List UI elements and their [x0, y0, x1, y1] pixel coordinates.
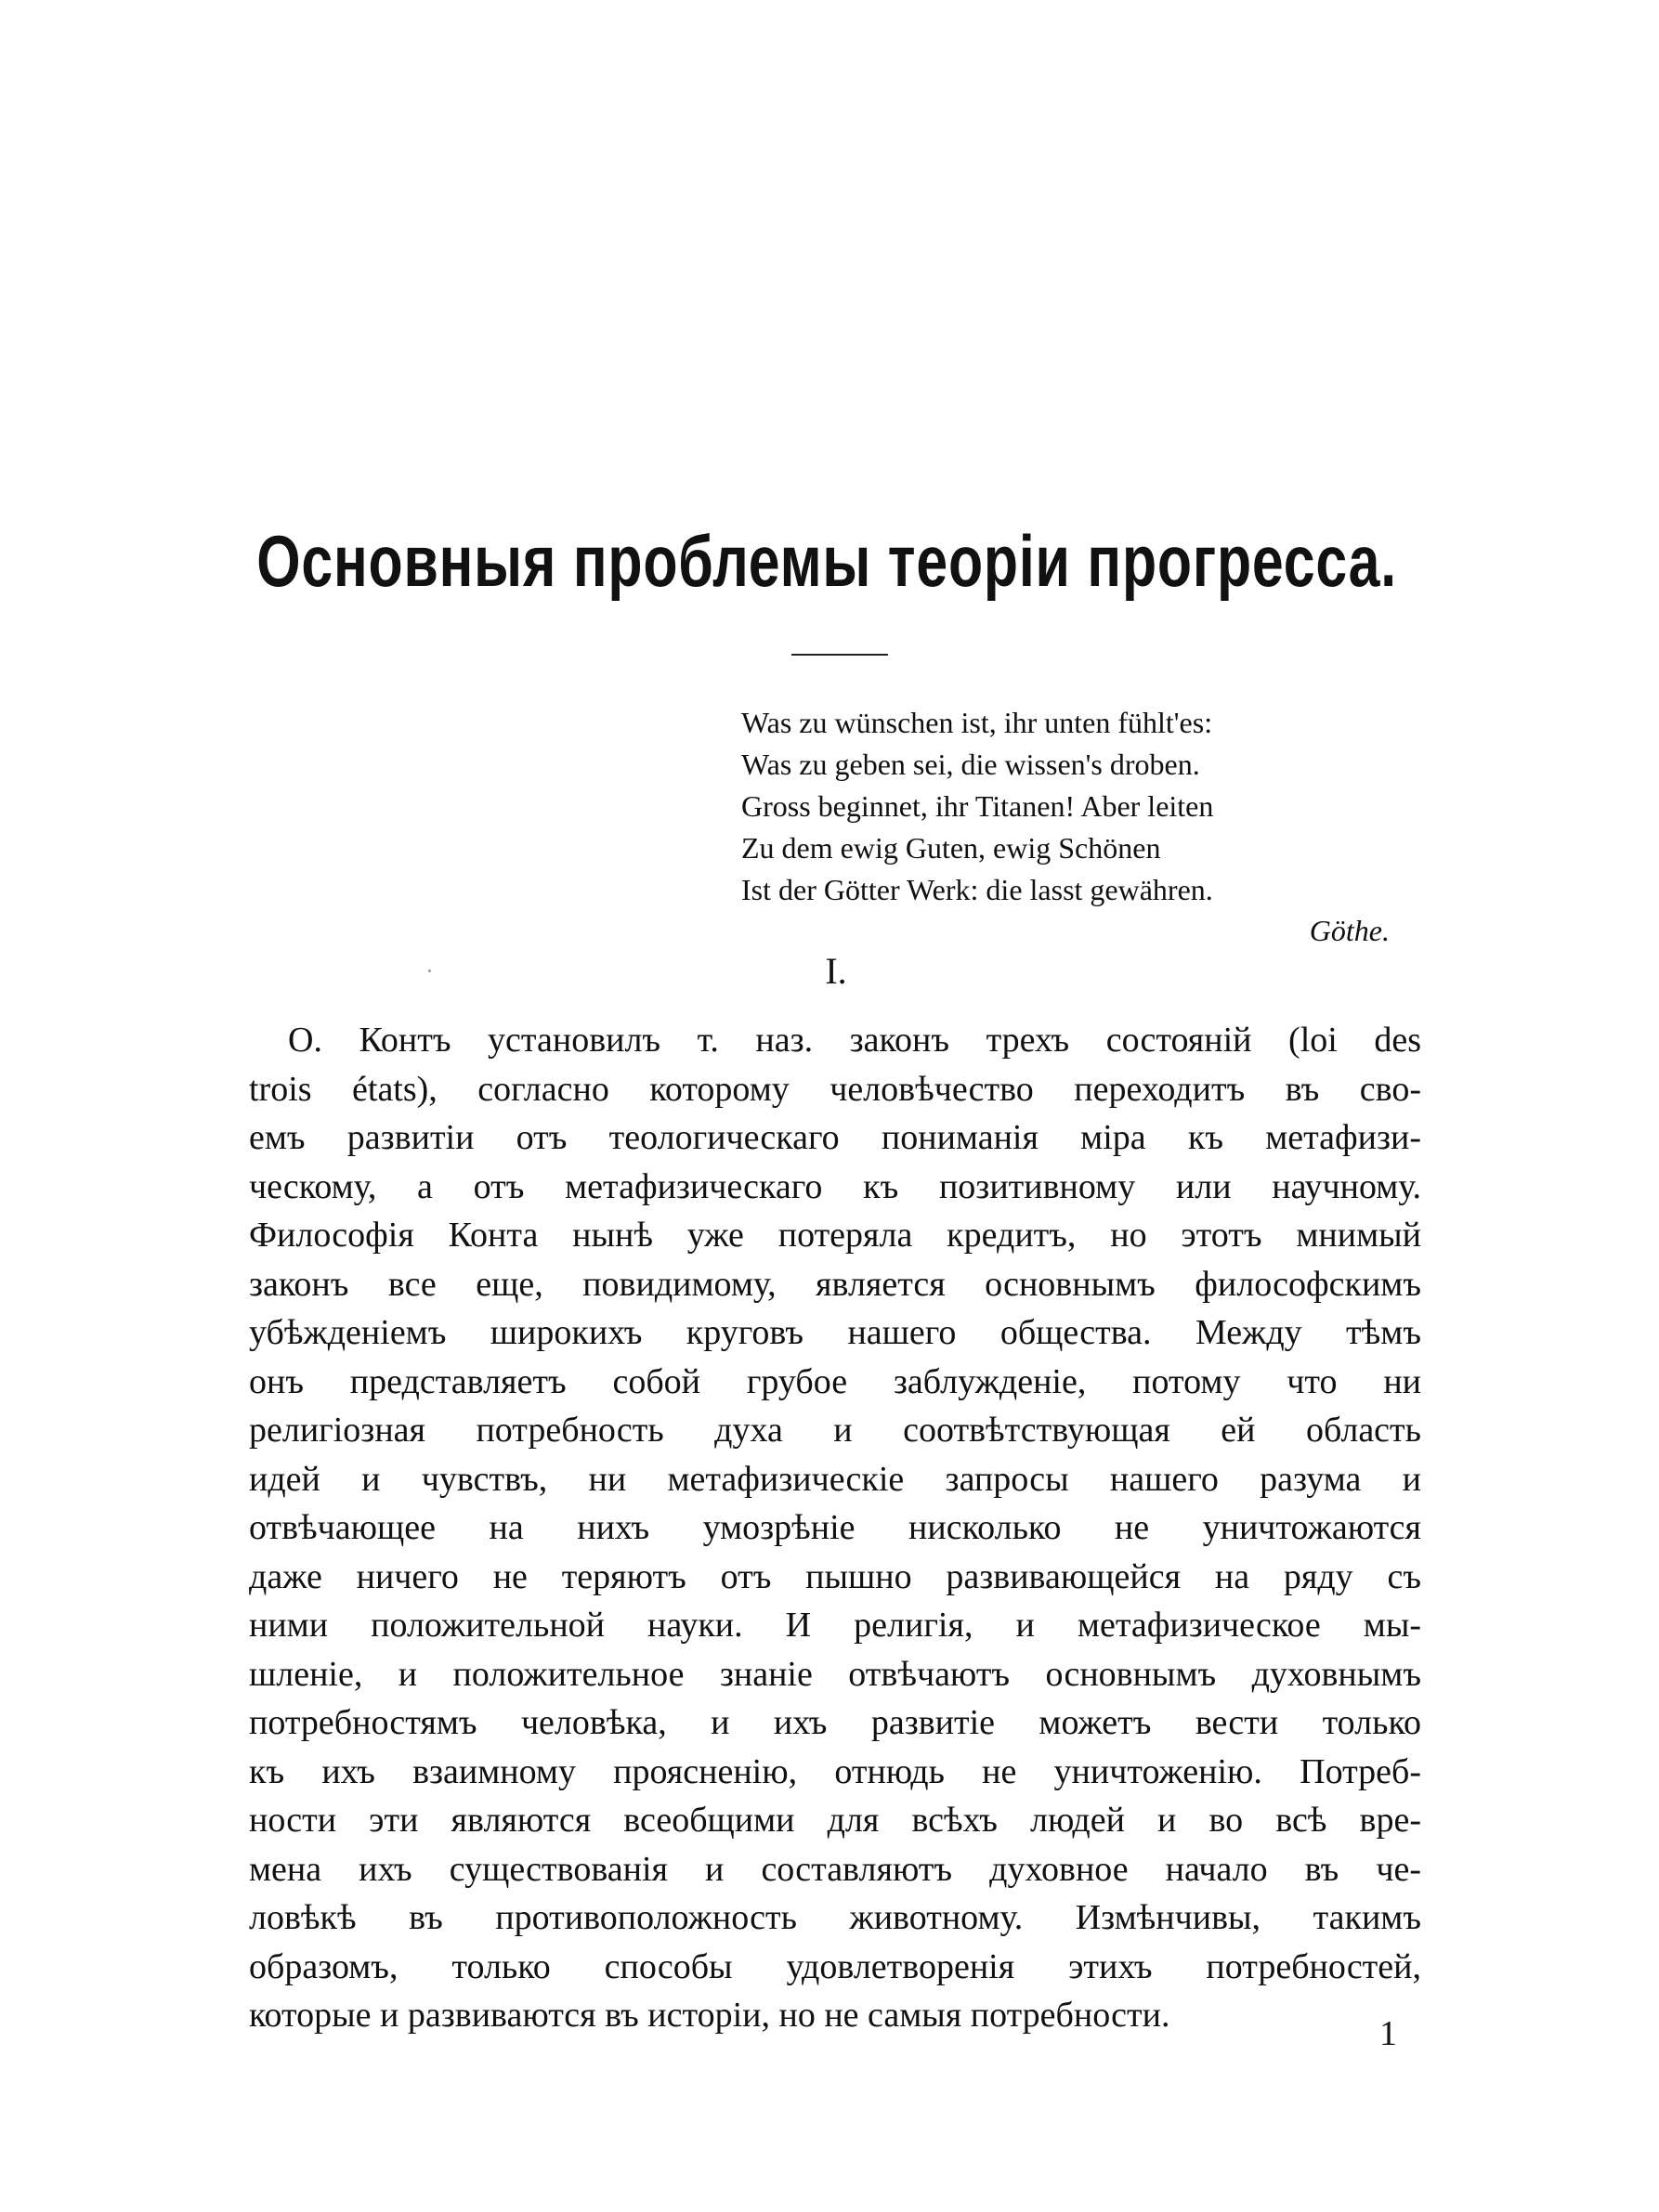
epigraph-attribution: Göthe.: [1309, 914, 1390, 947]
section-number: I.: [825, 950, 847, 992]
body-line: къ ихъ взаимному проясненію, отнюдь не уничтоженію. Потреб-: [249, 1751, 1421, 1791]
body-line: которые и развиваются въ исторіи, но не самыя потребности.: [249, 1996, 1170, 2035]
body-line: ними положительной науки. И религія, и метафизическое мы-: [249, 1606, 1421, 1645]
scan-speck: [428, 969, 431, 972]
epigraph-line: Zu dem ewig Guten, ewig Schönen: [741, 831, 1161, 865]
epigraph-line: Was zu geben sei, die wissen's droben.: [741, 748, 1200, 781]
body-line: законъ все еще, повидимому, является основнымъ философскимъ: [249, 1264, 1421, 1304]
epigraph-line: Ist der Götter Werk: die lasst gewähren.: [741, 873, 1213, 906]
page-title: Основныя проблемы теоріи прогресса.: [256, 520, 1397, 602]
body-line: идей и чувствъ, ни метафизическіе запросы нашего разума и: [249, 1459, 1421, 1499]
body-line: ловѣкѣ въ противоположность животному. Измѣнчивы, такимъ: [249, 1898, 1421, 1937]
body-line: даже ничего не теряютъ отъ пышно развивающейся на ряду съ: [249, 1556, 1421, 1596]
body-line: trois états), согласно которому человѣчество переходитъ въ сво-: [249, 1069, 1421, 1109]
body-line: религіозная потребность духа и соотвѣтствующая ей область: [249, 1411, 1421, 1450]
epigraph-line: Gross beginnet, ihr Titanen! Aber leiten: [741, 789, 1214, 823]
title-divider: [791, 654, 888, 656]
body-line: ческому, а отъ метафизическаго къ позитивному или научному.: [249, 1166, 1421, 1206]
body-line: потребностямъ человѣка, и ихъ развитіе можетъ вести только: [249, 1703, 1421, 1742]
body-line: образомъ, только способы удовлетворенія этихъ потребностей,: [249, 1946, 1421, 1986]
body-line: онъ представляетъ собой грубое заблужденіе, потому что ни: [249, 1361, 1421, 1401]
body-line: ности эти являются всеобщими для всѣхъ людей и во всѣ вре-: [249, 1801, 1421, 1840]
body-line: О. Контъ установилъ т. наз. законъ трехъ состояній (loi des: [288, 1021, 1421, 1060]
body-line: емъ развитіи отъ теологическаго пониманія міра къ метафизи-: [249, 1118, 1421, 1157]
body-line: убѣжденіемъ широкихъ круговъ нашего общества. Между тѣмъ: [249, 1313, 1421, 1352]
epigraph-line: Was zu wünschen ist, ihr unten fühlt'es:: [741, 706, 1213, 739]
body-line: отвѣчающее на нихъ умозрѣніе нисколько не уничтожаются: [249, 1508, 1421, 1547]
body-paragraph: [249, 1016, 1421, 2040]
page-number: 1: [1379, 2014, 1397, 2053]
body-line: шленіе, и положительное знаніе отвѣчаютъ основнымъ духовнымъ: [249, 1654, 1421, 1694]
epigraph: [741, 702, 1391, 911]
body-line: мена ихъ существованія и составляютъ духовное начало въ че-: [249, 1849, 1421, 1889]
body-line: Философія Конта нынѣ уже потеряла кредитъ, но этотъ мнимый: [249, 1216, 1421, 1255]
